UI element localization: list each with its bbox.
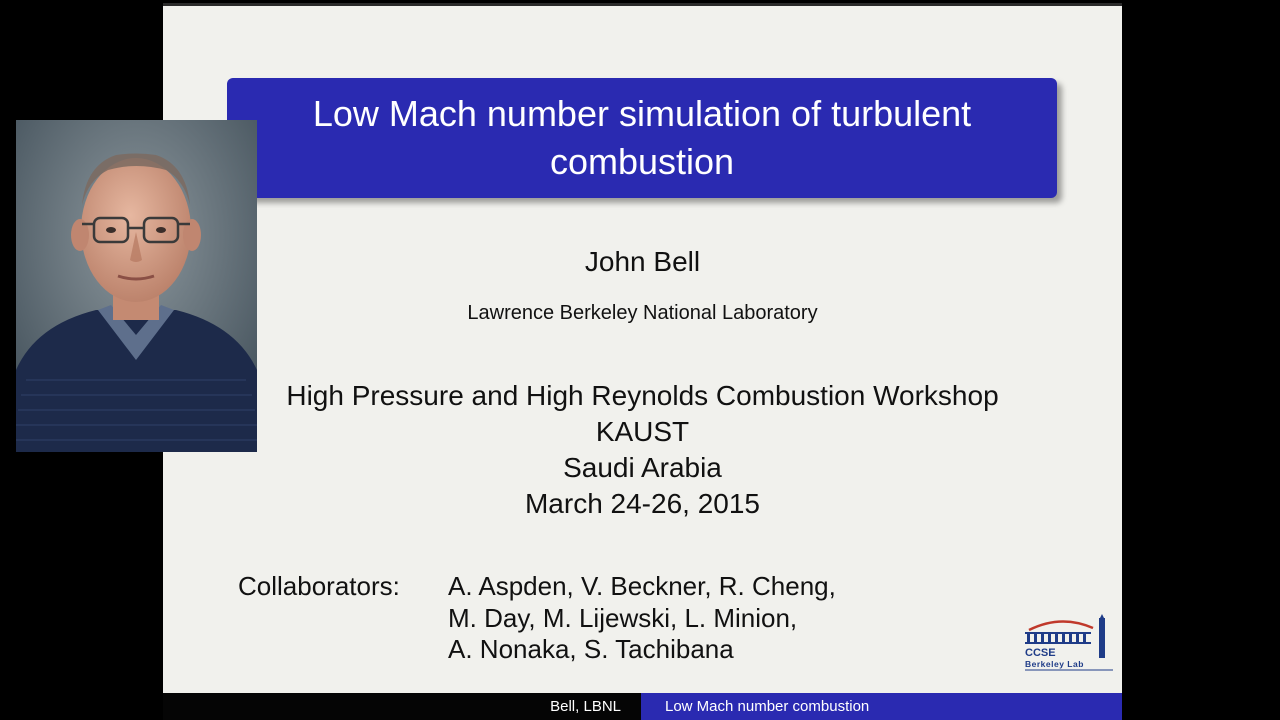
slide-footer <box>163 693 1122 720</box>
event-info <box>163 378 1122 522</box>
footer-author: Bell, LBNL <box>163 693 641 720</box>
logo-text-berkeley: Berkeley Lab <box>1025 659 1084 669</box>
collaborators-label: Collaborators: <box>238 571 400 601</box>
speaker-photo-image <box>16 120 257 452</box>
title-banner <box>227 78 1057 198</box>
author-name: John Bell <box>584 246 701 277</box>
event-name: High Pressure and High Reynolds Combustion Workshop <box>286 380 999 411</box>
event-date: March 24-26, 2015 <box>524 488 761 519</box>
speaker-photo <box>16 120 257 452</box>
event-country: Saudi Arabia <box>563 452 722 483</box>
logo-text-ccse: CCSE <box>1025 647 1056 659</box>
collaborators-line: A. Nonaka, S. Tachibana <box>448 634 734 664</box>
slide-title: Low Mach number simulation of turbulent combustion <box>312 93 972 182</box>
collaborators-line: M. Day, M. Lijewski, L. Minion, <box>448 602 798 633</box>
event-venue: KAUST <box>595 416 690 447</box>
collaborators-line: A. Aspden, V. Beckner, R. Cheng, <box>448 571 836 601</box>
slide <box>163 3 1122 693</box>
footer-short-title: Low Mach number combustion <box>641 693 1122 720</box>
author-affiliation: Lawrence Berkeley National Laboratory <box>467 302 818 324</box>
ccse-berkeley-lab-logo <box>1021 612 1115 676</box>
collaborators-list <box>448 571 836 666</box>
